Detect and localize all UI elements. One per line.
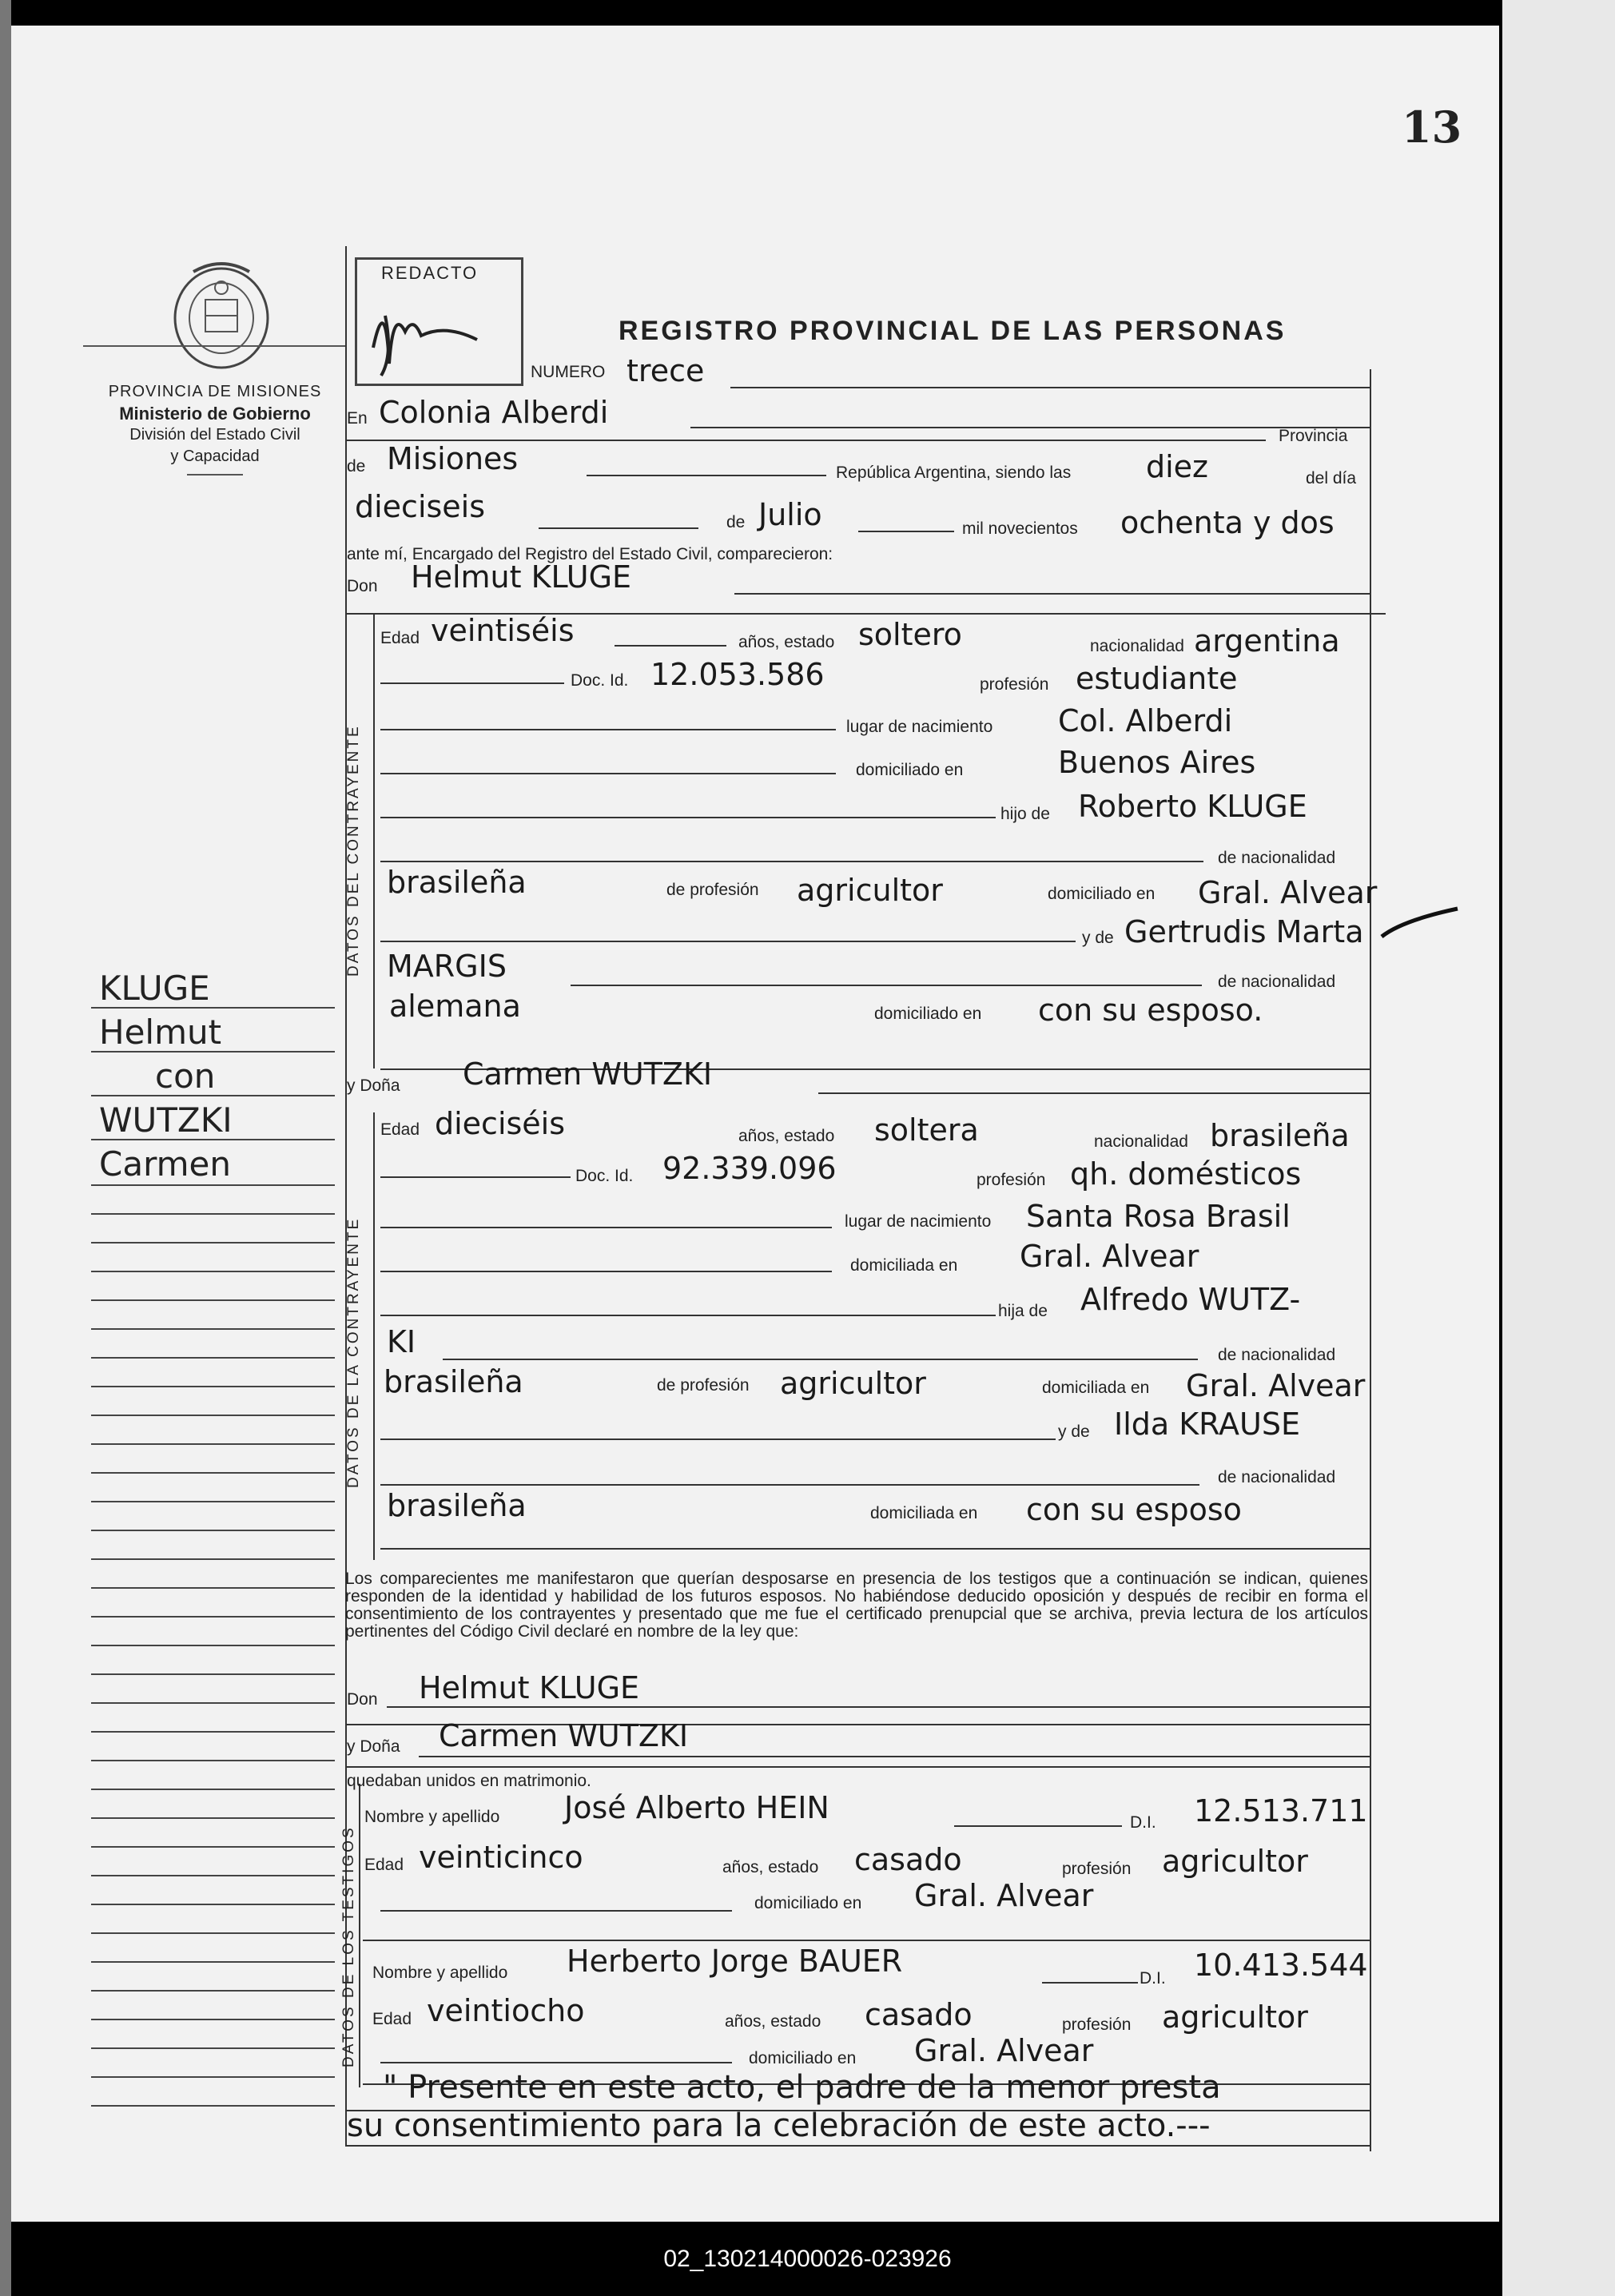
hija-de-label: hija de — [998, 1302, 1048, 1320]
margin-ruled-line — [91, 1328, 335, 1330]
testigo-2-di: 10.413.544 — [1194, 1948, 1368, 1983]
rule — [380, 1548, 1371, 1550]
margin-ruled-line — [91, 1875, 335, 1876]
contrayente-f-lugar-nac: Santa Rosa Brasil — [1026, 1199, 1291, 1234]
y-dona-label: y Doña — [347, 1076, 400, 1095]
division-name-2: y Capacidad — [170, 448, 260, 465]
contrayente-domicilio: Buenos Aires — [1058, 745, 1256, 780]
domiciliado-label: domiciliado en — [749, 2049, 857, 2067]
margin-ruled-line — [91, 1616, 335, 1618]
padre-f-apellido: KI — [387, 1324, 416, 1359]
rule — [615, 645, 726, 647]
contrayente-profesion: estudiante — [1076, 661, 1238, 696]
margin-surname-2: WUTZKI — [99, 1100, 233, 1140]
rule — [419, 1756, 1370, 1757]
rule — [380, 1176, 571, 1178]
lugar-nac-label: lugar de nacimiento — [845, 1212, 992, 1231]
left-header-rule — [83, 345, 347, 347]
profesion-label: profesión — [977, 1171, 1046, 1189]
padre-profesion: agricultor — [797, 873, 943, 908]
rule — [380, 861, 1203, 862]
margin-name-2: Carmen — [99, 1144, 231, 1184]
margin-ruled-line — [91, 1184, 335, 1186]
ministry-name: Ministerio de Gobierno — [119, 404, 311, 424]
anio-value: ochenta y dos — [1120, 505, 1335, 540]
margin-ruled-line — [91, 1961, 335, 1963]
republica-label: República Argentina, siendo las — [836, 464, 1072, 482]
lugar-nac-label: lugar de nacimiento — [846, 718, 993, 736]
testigo-2-profesion: agricultor — [1162, 2000, 1308, 2035]
rule — [818, 1092, 1370, 1094]
note-line-1: " Presente en este acto, el padre de la menor presta — [383, 2069, 1221, 2106]
contrayente-f-edad: dieciséis — [435, 1106, 566, 1141]
rule — [1042, 1982, 1138, 1984]
rule — [954, 1825, 1122, 1827]
anos-estado-label: años, estado — [725, 2012, 821, 2031]
contrayente-f-nacionalidad: brasileña — [1210, 1118, 1350, 1153]
nombre-apellido-label: Nombre y apellido — [372, 1964, 508, 1982]
rule — [380, 1910, 732, 1912]
margin-ruled-line — [91, 1242, 335, 1244]
coat-of-arms-seal-icon — [169, 256, 273, 372]
margin-ruled-line — [91, 2019, 335, 2020]
rule — [734, 593, 1370, 595]
margin-ruled-line — [91, 1415, 335, 1416]
contrayente-f-name: Carmen WUTZKI — [463, 1056, 713, 1092]
don-label: Don — [347, 577, 378, 595]
del-dia-label: del día — [1306, 469, 1357, 487]
margin-surname-1: KLUGE — [99, 969, 210, 1008]
margin-ruled-line — [91, 1472, 335, 1474]
de-label: de — [347, 457, 366, 476]
margin-ruled-line — [91, 1587, 335, 1589]
domiciliado-label: domiciliado en — [856, 761, 964, 779]
rule — [380, 682, 564, 684]
contrayente-f-doc: 92.339.096 — [662, 1151, 837, 1186]
bracket-line-2 — [373, 1112, 375, 1560]
rule — [380, 729, 836, 730]
margin-ruled-line — [91, 2047, 335, 2049]
margin-line — [91, 1051, 335, 1052]
rule — [443, 1359, 1198, 1360]
testigo-1-nombre: José Alberto HEIN — [564, 1790, 829, 1825]
domiciliado-label: domiciliado en — [874, 1005, 982, 1023]
rule — [347, 2145, 1370, 2147]
register-title: REGISTRO PROVINCIAL DE LAS PERSONAS — [619, 316, 1287, 346]
testigo-2-domicilio: Gral. Alvear — [914, 2033, 1094, 2068]
contrayente-f-side-label: DATOS DE LA CONTRAYENTE — [345, 1216, 362, 1488]
madre-domicilio: con su esposo. — [1038, 993, 1263, 1028]
margin-ruled-line — [91, 2076, 335, 2078]
margin-ruled-line — [91, 1731, 335, 1733]
domiciliada-label: domiciliada en — [870, 1504, 978, 1522]
edad-label: Edad — [372, 2010, 412, 2028]
profesion-label: profesión — [1062, 2015, 1132, 2034]
margin-ruled-line — [91, 1904, 335, 1905]
testigo-2-estado: casado — [865, 1997, 973, 2032]
y-de-label: y de — [1058, 1423, 1090, 1441]
contrayente-name: Helmut KLUGE — [411, 559, 632, 595]
contrayente-edad: veintiséis — [431, 613, 575, 648]
rule — [730, 387, 1370, 388]
testigos-side-label: DATOS DE LOS TESTIGOS — [340, 1825, 357, 2067]
padre-f-nacionalidad: brasileña — [384, 1364, 523, 1399]
margin-ruled-line — [91, 1530, 335, 1531]
margin-line — [91, 1007, 335, 1009]
madre-nombre: Gertrudis Marta — [1124, 914, 1364, 949]
contrayente-estado: soltero — [858, 617, 962, 652]
de-profesion-label: de profesión — [666, 881, 759, 899]
testigo-2-nombre: Herberto Jorge BAUER — [567, 1944, 903, 1979]
dia-value: dieciseis — [355, 489, 486, 524]
edad-label: Edad — [380, 1120, 420, 1139]
y-de-label: y de — [1082, 929, 1114, 947]
margin-ruled-line — [91, 1789, 335, 1790]
rule — [380, 773, 836, 774]
anos-estado-label: años, estado — [722, 1858, 819, 1876]
hijo-de-label: hijo de — [1000, 805, 1050, 823]
de-nacionalidad-label: de nacionalidad — [1218, 973, 1336, 991]
division-name: División del Estado Civil — [129, 426, 300, 444]
contrayente-side-label: DATOS DEL CONTRAYENTE — [345, 724, 362, 977]
rule — [571, 985, 1202, 986]
ante-mi-text: ante mí, Encargado del Registro del Estado Civil, comparecieron: — [347, 545, 833, 563]
binding-edge — [0, 0, 11, 2296]
nombre-apellido-label: Nombre y apellido — [364, 1808, 500, 1826]
margin-ruled-line — [91, 2105, 335, 2107]
testigo-1-domicilio: Gral. Alvear — [914, 1878, 1094, 1913]
provincia-label: Provincia — [1279, 427, 1348, 445]
doc-label: Doc. Id. — [571, 671, 629, 690]
testigo-1-edad: veinticinco — [419, 1840, 583, 1875]
mil-novecientos-label: mil novecientos — [962, 519, 1078, 538]
right-frame-line — [1370, 369, 1371, 2151]
rule — [690, 427, 1370, 428]
rule — [363, 1940, 1370, 1941]
de-nacionalidad-label: de nacionalidad — [1218, 1468, 1336, 1486]
note-line-2: su consentimiento para la celebración de este acto.--- — [347, 2107, 1211, 2144]
quedaban-text: quedaban unidos en matrimonio. — [347, 1772, 591, 1790]
rule — [380, 1271, 832, 1272]
padre-f-nombre: Alfredo WUTZ- — [1080, 1282, 1301, 1317]
di-label: D.I. — [1130, 1813, 1156, 1832]
rule — [347, 1766, 1370, 1768]
de-profesion-label: de profesión — [657, 1376, 750, 1395]
y-dona-label: y Doña — [347, 1737, 400, 1756]
margin-ruled-line — [91, 1213, 335, 1215]
margin-ruled-line — [91, 1357, 335, 1359]
margin-ruled-line — [91, 1501, 335, 1502]
contrayente-lugar-nac: Col. Alberdi — [1058, 703, 1233, 738]
contrayente-doc: 12.053.586 — [650, 657, 825, 692]
profesion-label: profesión — [1062, 1860, 1132, 1878]
stamp-signature-icon — [357, 260, 521, 384]
document-page — [11, 26, 1499, 2222]
bracket-line-3 — [359, 1784, 360, 2087]
margin-line — [91, 1095, 335, 1096]
anos-estado-label: años, estado — [738, 633, 835, 651]
domiciliada-label: domiciliada en — [850, 1256, 958, 1275]
anos-estado-label: años, estado — [738, 1127, 835, 1145]
margin-ruled-line — [91, 1386, 335, 1387]
margin-name-1: Helmut — [99, 1013, 222, 1052]
province-name: PROVINCIA DE MISIONES — [108, 383, 322, 400]
domiciliado-label: domiciliado en — [754, 1894, 862, 1912]
contrayente-padre: Roberto KLUGE — [1078, 789, 1307, 824]
madre-f-nacionalidad: brasileña — [387, 1488, 527, 1523]
rule — [858, 531, 954, 532]
don-label: Don — [347, 1690, 378, 1709]
document-id-code: 02_130214000026-023926 — [663, 2246, 952, 2272]
margin-ruled-line — [91, 1846, 335, 1848]
contrayente-nacionalidad: argentina — [1194, 623, 1340, 659]
margin-ruled-line — [91, 1271, 335, 1272]
contrayente-f-profesion: qh. domésticos — [1070, 1156, 1302, 1192]
testigo-2-edad: veintiocho — [427, 1993, 585, 2028]
profesion-label: profesión — [980, 675, 1049, 694]
rule — [380, 1315, 996, 1316]
en-label: En — [347, 409, 368, 428]
margin-ruled-line — [91, 1299, 335, 1301]
margin-ruled-line — [91, 1443, 335, 1445]
bracket-line-1 — [373, 613, 375, 1068]
margin-ruled-line — [91, 1932, 335, 1934]
margin-ruled-line — [91, 1673, 335, 1675]
testigo-1-di: 12.513.711 — [1194, 1793, 1368, 1828]
rule — [387, 1706, 1370, 1708]
margin-tick-mark — [1378, 905, 1466, 953]
madre-f-domicilio: con su esposo — [1026, 1492, 1242, 1527]
nacionalidad-label: nacionalidad — [1090, 637, 1184, 655]
mes-value: Julio — [758, 497, 822, 532]
margin-ruled-line — [91, 1817, 335, 1819]
margin-con: con — [155, 1056, 216, 1096]
padre-f-profesion: agricultor — [780, 1366, 926, 1401]
ministry-header — [91, 381, 339, 476]
de-nacionalidad-label: de nacionalidad — [1218, 849, 1336, 867]
di-label: D.I. — [1140, 1969, 1166, 1988]
rule — [380, 1484, 1199, 1486]
rule — [380, 2062, 732, 2063]
margin-ruled-line — [91, 1558, 335, 1560]
doc-label: Doc. Id. — [575, 1167, 634, 1185]
married-dona: Carmen WUTZKI — [439, 1718, 689, 1753]
contrayente-f-domicilio: Gral. Alvear — [1020, 1239, 1199, 1274]
madre-apellido: MARGIS — [387, 949, 507, 984]
page-number: 13 — [1402, 101, 1462, 153]
padre-f-domicilio: Gral. Alvear — [1186, 1368, 1366, 1403]
rule — [380, 1438, 1056, 1440]
rule — [380, 817, 996, 818]
numero-label: NUMERO — [531, 363, 606, 381]
redacto-stamp — [355, 257, 523, 386]
lugar-value: Colonia Alberdi — [379, 395, 609, 430]
stamp-label: REDACTO — [381, 263, 479, 283]
testigo-1-profesion: agricultor — [1162, 1844, 1308, 1879]
margin-line — [91, 1139, 335, 1140]
testigo-1-estado: casado — [854, 1842, 962, 1877]
margin-ruled-line — [91, 1702, 335, 1704]
padre-domicilio: Gral. Alvear — [1198, 875, 1378, 910]
contrayente-f-estado: soltera — [874, 1112, 979, 1148]
edad-label: Edad — [380, 629, 420, 647]
hora-value: diez — [1146, 449, 1209, 484]
provincia-value: Misiones — [387, 441, 519, 476]
numero-value: trece — [627, 353, 705, 388]
rule — [380, 941, 1076, 942]
de-mes-label: de — [726, 513, 746, 531]
rule — [587, 475, 826, 476]
madre-nacionalidad: alemana — [389, 989, 521, 1024]
edad-label: Edad — [364, 1856, 404, 1874]
married-don: Helmut KLUGE — [419, 1670, 640, 1705]
nacionalidad-label: nacionalidad — [1094, 1132, 1188, 1151]
declaration-paragraph: Los comparecientes me manifestaron que querían desposarse en presencia de los testigos que a continuación se indican, quienes responden de la identidad y habilidad de los futuros esposos. No habiéndose deducido oposición y después de recibir en forma el consentimiento de los contrayentes y presentado que me fue el certificado prenupcial que se archiva, previa lectura de los artículos pertinentes del Código Civil declaré en nombre de la ley que: — [345, 1570, 1368, 1641]
margin-ruled-line — [91, 1760, 335, 1761]
rule — [539, 527, 698, 529]
de-nacionalidad-label: de nacionalidad — [1218, 1346, 1336, 1364]
margin-ruled-line — [91, 1645, 335, 1646]
padre-nacionalidad: brasileña — [387, 865, 527, 900]
domiciliado-label: domiciliado en — [1048, 885, 1156, 903]
domiciliada-label: domiciliada en — [1042, 1379, 1150, 1397]
background-right — [1502, 0, 1615, 2296]
rule — [380, 1227, 832, 1228]
margin-ruled-line — [91, 1990, 335, 1992]
madre-f-nombre: Ilda KRAUSE — [1114, 1407, 1300, 1442]
